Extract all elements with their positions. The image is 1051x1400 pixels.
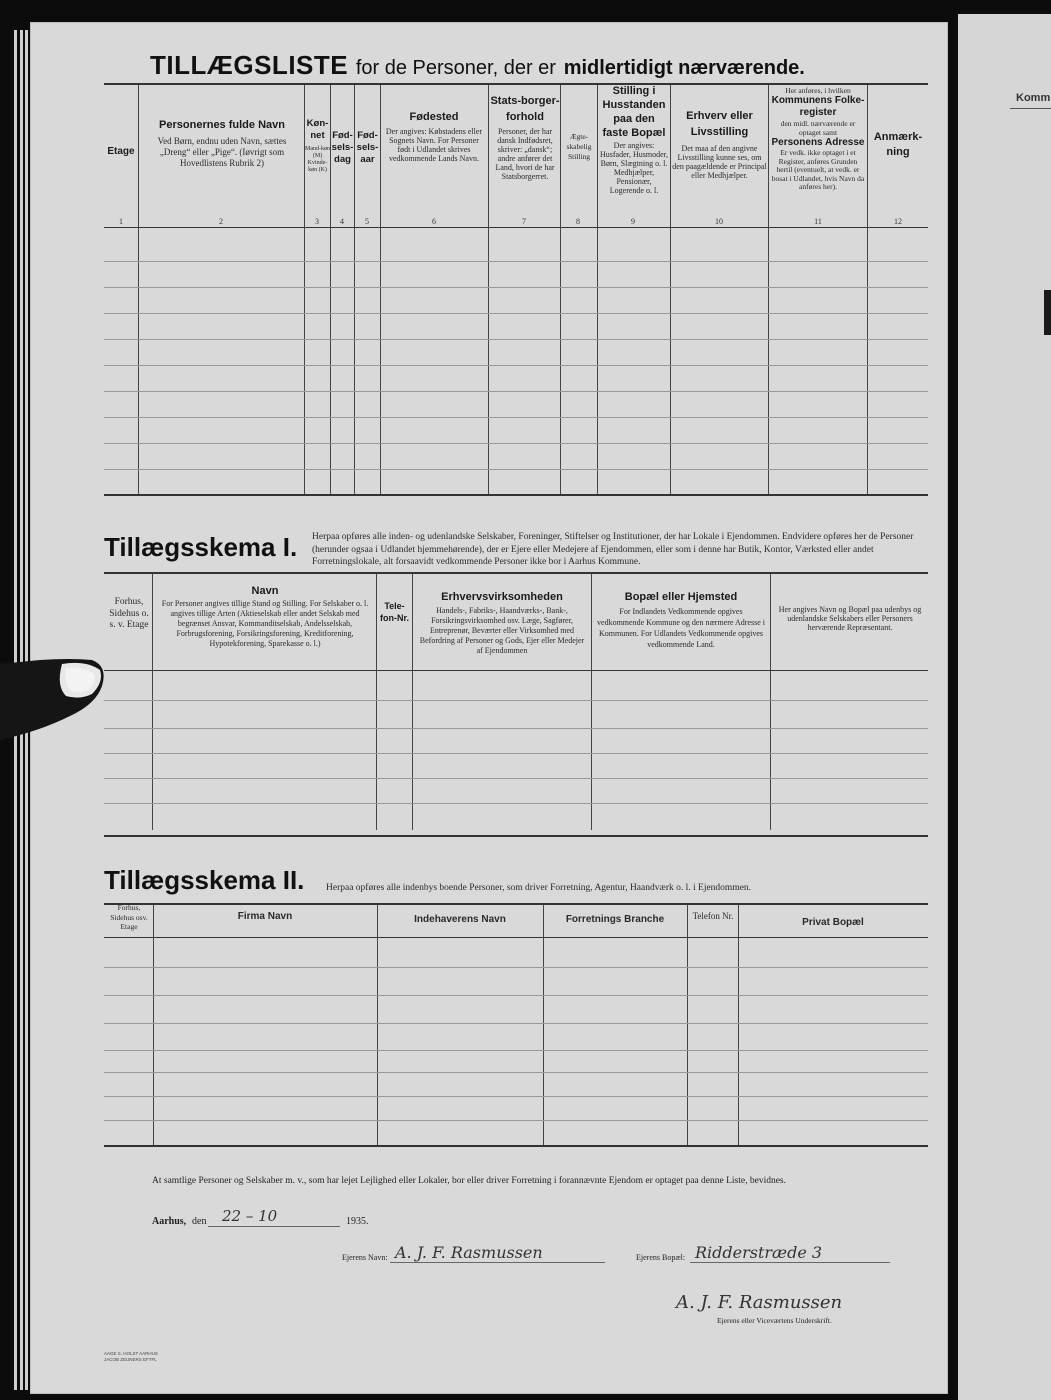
col-header-navn-sub: Ved Børn, endnu uden Navn, sættes „Dreng“ eller „Pige“. (Iøvrigt som Hovedlistens Rubrik 2) [157,136,287,168]
col-header-statsborger: Stats-borger-forhold Personer, der har dansk Indfødsret, skriver: „dansk“; andre anfører det Land, hvori de har Statsborgerret. [490,95,560,181]
col-number: 3 [315,217,319,226]
col-header-statsborger-sub: Personer, der har dansk Indfødsret, skriver: „dansk“; andre anfører det Land, hvori de har Statsborgerret. [495,127,555,181]
row-rule [104,417,928,418]
adjacent-page-text: Komm [1016,92,1051,104]
col-divider [543,905,544,1145]
skema1-col-navn: Navn For Personer angives tillige Stand og Stilling. For Selskaber o. l. angives tillige Arten (Aktieselskab eller andet Selskab med begrænset Ansvar, Kommanditselskab, Andelsselskab, Forbrugsforening, Forsikringsforening, Kreditforening, Hypotekforening, Sparekasse o. l.) [161,585,369,648]
main-title-bold2: midlertidigt nærværende. [563,57,805,79]
skema1-bottom-rule [104,835,928,837]
col-number: 12 [894,217,902,226]
col-header-aegteskab: Ægte-skabelig Stilling [566,132,592,161]
row-rule [104,1072,928,1073]
date-year: 1935. [346,1216,369,1227]
col-number: 9 [631,217,635,226]
date-value: 22 – 10 [222,1207,278,1225]
skema1-col-repraesentant: Her angives Navn og Bopæl paa udenbys og udenlandske Selskabers eller Personers herværende Repræsentant. [778,605,922,632]
skema1-intro: Herpaa opføres alle inden- og udenlandske Selskaber, Foreninger, Stiftelser og Institutioner, der har Lokale i Ejendommen. Endvidere opføres her de Personer (herunder ogsaa i Udlandet hjemmehørende), der er Ejere eller Medejere af Ejendommen, eller som i denne har Butik, Kontor, Værksted eller andet Forretningslokale, alt forsaavidt vedkommende Personer ikke bor i Aarhus Kommune. [312,532,914,567]
skema1-col-bopael: Bopæl eller Hjemsted For Indlandets Vedkommende opgives vedkommende Kommune og den nærmere Adresse i Kommunen. For Udlandets Vedkommende opgives vedkommende Land. [597,591,765,649]
col-number: 2 [219,217,223,226]
col-divider [738,905,739,1145]
row-rule [104,803,928,804]
row-rule [104,365,928,366]
col-header-kon: Køn-net Mand-køn (M) Kvinde-køn (K) [305,118,330,173]
row-rule [104,443,928,444]
skema2-col-branche: Forretnings Branche [565,914,665,925]
skema1-col-erhverv: Erhvervsvirksomheden Handels-, Fabriks-, Haandværks-, Bank-, Forsikringsvirksomhed osv. Læge, Sagfører, Entreprenør, Beværter eller Virksomhed med Befordring af Personer og Gods, Ejer eller Medejer af Ejendommen [419,591,585,655]
owner-address-value: Ridderstræde 3 [695,1243,823,1262]
skema2-col-firma: Firma Navn [237,911,293,922]
col-divider [488,85,489,494]
adjacent-page-mark [1044,290,1051,335]
col-divider [687,905,688,1145]
col-number: 10 [715,217,723,226]
col-header-erhverv-sub: Det maa af den angivne Livsstilling kunne ses, om den paagældende er Principal eller Medhjælper. [672,144,767,180]
col-divider [768,85,769,494]
skema2-top-rule [104,903,928,905]
row-rule [104,1096,928,1097]
signature-caption: Ejerens eller Viceværtens Underskrift. [717,1316,832,1325]
main-title [150,50,805,81]
col-divider [591,574,592,830]
declaration-text: At samtlige Personer og Selskaber m. v., som har lejet Lejlighed eller Lokaler, bor eller driver Forretning i forannævnte Ejendom er optaget paa denne Liste, bevidnes. [152,1176,786,1186]
col-header-stilling-sub: Der angives: Husfader, Husmoder, Børn, Slægtning o. l. Medhjælper, Pensionær, Logerende o. l. [599,141,668,195]
col-number: 4 [340,217,344,226]
skema1-top-rule [104,572,928,574]
printer-imprint: AAGE S. HOLST AARHUS JACOB ZEUNERS EFTFL [104,1351,158,1362]
owner-name-label: Ejerens Navn: [342,1253,388,1262]
owner-name-rule [390,1262,605,1263]
owner-signature: A. J. F. Rasmussen [676,1292,843,1313]
owner-address-rule [690,1262,890,1263]
row-rule [104,995,928,996]
col-header-fodested: Fødested Der angives: Købstadens eller Sognets Navn. For Personer født i Udlandet skrives vedkommende Lands Navn. [382,110,486,163]
owner-name-value: A. J. F. Rasmussen [395,1243,543,1262]
col-divider [597,85,598,494]
col-divider [412,574,413,830]
col-divider [152,574,153,830]
row-rule [104,728,928,729]
row-rule [104,391,928,392]
row-rule [104,967,928,968]
date-place: Aarhus, [152,1216,187,1227]
date-den: den [192,1216,207,1227]
skema1-col-telefon: Tele-fon-Nr. [380,601,409,623]
col-header-fodselsaar: Fød-sels-aar [356,130,379,165]
col-divider [153,905,154,1145]
col-header-folkeregister: Her anføres, i hvilken Kommunens Folke-register den midl. nærværende er optaget samt Personens Adresse Er vedk. ikke optaget i et Register, anføres Grunden hertil (eventuelt, at vedk. er bosat i Udlandet, hvis Navn da anføres her). [771,86,865,191]
row-rule [104,287,928,288]
date-rule [208,1226,340,1227]
col-divider [670,85,671,494]
skema2-header-rule [104,937,928,938]
col-number: 8 [576,217,580,226]
col-divider [770,574,771,830]
skema2-title: Tillægsskema II. [104,865,305,895]
col-header-anmaerkning: Anmærk-ning [873,131,923,158]
main-title-bold: TILLÆGSLISTE [150,50,349,80]
col-header-fodested-sub: Der angives: Købstadens eller Sognets Navn. For Personer født i Udlandet skrives vedkommende Lands Navn. [385,127,483,163]
col-divider [380,85,381,494]
col-header-stilling: Stilling i Husstanden paa den faste Bopæl Der angives: Husfader, Husmoder, Børn, Slægtning o. l. Medhjælper, Pensionær, Logerende o. l. [599,85,668,195]
row-rule [104,469,928,470]
row-rule [104,261,928,262]
skema2-col-etage: Forhus, Sidehus osv. Etage [110,903,148,931]
table-bottom-rule [104,494,928,496]
row-rule [104,339,928,340]
header-bottom-rule [104,227,928,228]
col-divider [377,905,378,1145]
col-header-etage: Etage [107,146,135,157]
row-rule [104,753,928,754]
row-rule [104,313,928,314]
skema2-bottom-rule [104,1145,928,1147]
skema1-col-etage: Forhus, Sidehus o. s. v. Etage [109,597,149,630]
col-divider [138,85,139,494]
col-number: 1 [119,217,123,226]
col-number: 11 [814,217,822,226]
row-rule [104,700,928,701]
adjacent-page [958,14,1051,1400]
skema1-title: Tillægsskema I. [104,532,298,562]
col-header-fodselsdag: Fød-sels-dag [331,130,354,165]
table-top-rule [104,83,928,85]
col-header-kon-sub: Mand-køn (M) Kvinde-køn (K) [305,146,330,173]
skema2-col-privat-bopael: Privat Bopæl [802,917,864,928]
adjacent-page-rule [1010,108,1051,109]
skema1-header-rule [104,670,928,671]
col-number: 7 [522,217,526,226]
finger-image [0,656,108,746]
skema2-intro: Herpaa opføres alle indenbys boende Personer, som driver Forretning, Agentur, Haandværk o. l. i Ejendommen. [326,883,752,893]
main-title-mid: for de Personer, der er [355,57,556,79]
col-header-navn: Personernes fulde Navn Ved Børn, endnu uden Navn, sættes „Dreng“ eller „Pige“. (Iøvrigt som Hovedlistens Rubrik 2) [142,118,302,169]
owner-address-label: Ejerens Bopæl: [636,1253,686,1262]
col-header-erhverv: Erhverv eller Livsstilling Det maa af den angivne Livsstilling kunne ses, om den paagældende er Principal eller Medhjælper. [672,110,767,180]
skema2-col-indehaver: Indehaverens Navn [414,914,506,925]
col-number: 5 [365,217,369,226]
row-rule [104,1120,928,1121]
col-number: 6 [432,217,436,226]
row-rule [104,1050,928,1051]
row-rule [104,1023,928,1024]
row-rule [104,778,928,779]
skema2-col-telefon: Telefon Nr. [692,911,734,921]
